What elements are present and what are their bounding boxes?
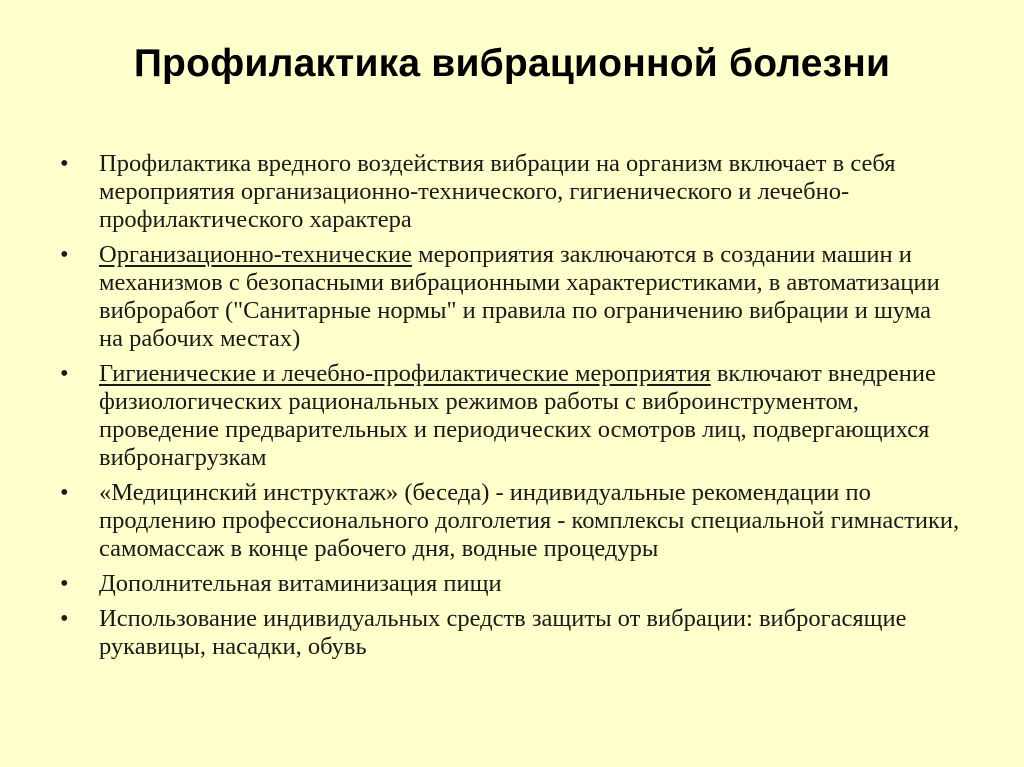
bullet-item — [60, 360, 960, 472]
bullet-item — [60, 605, 960, 661]
bullet-text: «Медицинский инструктаж» (беседа) - индивидуальные рекомендации по продлению профессионального долголетия - комплексы специальной гимнастики, самомассаж в конце рабочего дня, водные процедуры — [99, 479, 960, 562]
bullet-list — [60, 150, 960, 668]
bullet-item — [60, 570, 960, 598]
bullet-dot: • — [60, 150, 69, 177]
bullet-underlined-term: Организационно-технические — [99, 241, 413, 268]
bullet-text: включают внедрение физиологических рациональных режимов работы с виброинструментом, проведение предварительных и периодических осмотров лиц, подвергающихся вибронагрузкам — [99, 360, 936, 471]
bullet-text: мероприятия заключаются в создании машин и механизмов с безопасными вибрационными характеристиками, в автоматизации виброработ ("Санитарные нормы" и правила по ограничению вибрации и шума на рабочих местах) — [99, 241, 940, 352]
bullet-dot: • — [60, 570, 69, 597]
bullet-underlined-term: Гигиенические и лечебно-профилактические мероприятия — [99, 360, 711, 387]
slide-title: Профилактика вибрационной болезни — [133, 42, 891, 85]
bullet-text: Дополнительная витаминизация пищи — [99, 570, 502, 597]
bullet-dot: • — [60, 605, 69, 632]
bullet-text: Использование индивидуальных средств защиты от вибрации: виброгасящие рукавицы, насадки, обувь — [99, 605, 907, 660]
bullet-dot: • — [60, 241, 69, 268]
bullet-text: Профилактика вредного воздействия вибрации на организм включает в себя мероприятия организационно-технического, гигиенического и лечебно-профилактического характера — [99, 150, 896, 233]
bullet-item — [60, 241, 960, 353]
bullet-dot: • — [60, 360, 69, 387]
bullet-item — [60, 150, 960, 234]
bullet-item — [60, 479, 960, 563]
bullet-dot: • — [60, 479, 69, 506]
